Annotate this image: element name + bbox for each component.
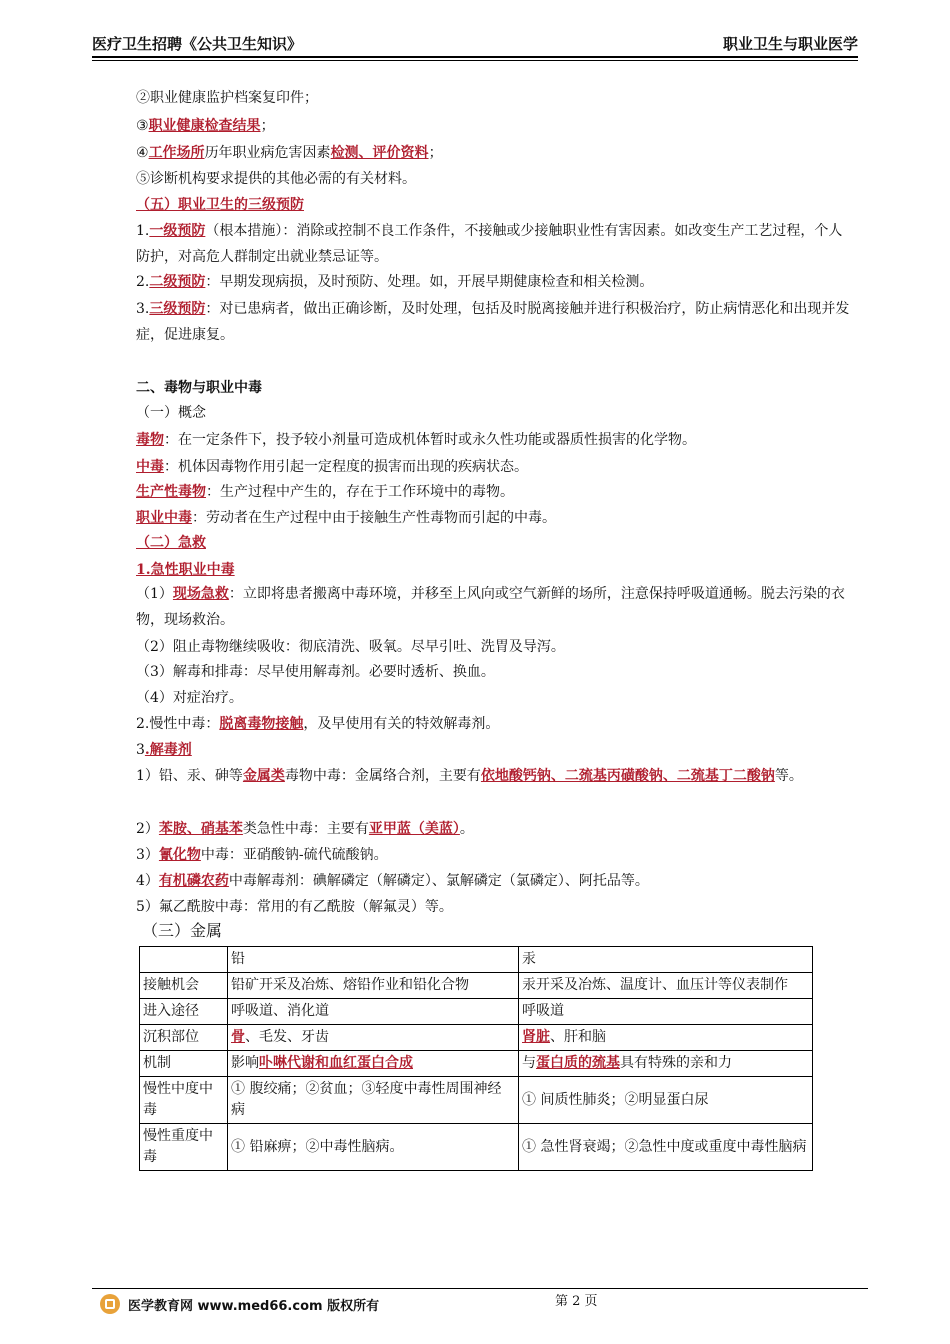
table-cell	[519, 1025, 813, 1051]
table-header-row	[140, 947, 813, 973]
paragraph	[136, 763, 850, 789]
highlight-term: 蛋白质的巯基	[536, 1055, 620, 1071]
highlight-term: （五）职业卫生的三级预防	[136, 197, 304, 213]
text-run: ：劳动者在生产过程中由于接触生产性毒物而引起的中毒。	[192, 510, 556, 526]
header-left-title: 医疗卫生招聘《公共卫生知识》	[92, 35, 303, 53]
text-run: 中毒：亚硝酸钠-硫代硫酸钠。	[200, 847, 388, 863]
definition-line	[136, 430, 696, 450]
text-line	[136, 714, 499, 734]
paragraph	[136, 296, 850, 348]
highlight-term: 职业健康检查结果	[148, 118, 261, 134]
text-run: 与	[522, 1055, 536, 1071]
text-run: ；	[260, 118, 275, 134]
header-rule-thin	[92, 60, 858, 61]
table-cell	[228, 999, 519, 1025]
text-run: ：生产过程中产生的，存在于工作环境中的毒物。	[206, 484, 514, 500]
highlight-term: （二）急救	[136, 535, 206, 551]
text-run: 2.慢性中毒：	[136, 716, 220, 732]
text-line	[136, 688, 243, 708]
text-run: ；	[428, 145, 443, 161]
highlight-term: 依地酸钙钠、二巯基丙磺酸钠、二巯基丁二酸钠	[480, 768, 775, 784]
footer-rule	[92, 1288, 868, 1289]
text-line	[136, 88, 318, 108]
bold-text: 二、毒物与职业中毒	[136, 380, 262, 396]
text-line	[136, 116, 275, 136]
text-run: 1）铅、汞、砷等	[136, 768, 243, 784]
table-cell	[519, 1051, 813, 1077]
text-run: （1）	[136, 586, 173, 602]
subsection-heading	[136, 560, 235, 580]
text-run: ：在一定条件下，投予较小剂量可造成机体暂时或永久性功能或器质性损害的化学物。	[164, 432, 696, 448]
text-run: 4）	[136, 873, 159, 889]
paragraph	[136, 581, 850, 633]
page-header	[92, 30, 858, 54]
table-cell	[519, 973, 813, 999]
text-run: ：早期发现病损，及时预防、处理。如，开展早期健康检查和相关检测。	[205, 274, 654, 290]
highlight-term: 卟啉代谢和血红蛋白合成	[259, 1055, 413, 1071]
text-run: 1.	[136, 223, 150, 239]
row-label-cell	[140, 1077, 228, 1124]
text-run: 铅矿开采及冶炼、熔铅作业和铅化合物	[231, 977, 469, 993]
text-run: ① 间质性肺炎；②明显蛋白尿	[522, 1091, 709, 1108]
table-row	[140, 1124, 813, 1171]
highlight-term: 一级预防	[149, 223, 206, 239]
text-run: 机制	[143, 1055, 171, 1071]
text-line	[136, 845, 388, 865]
text-line	[136, 662, 495, 682]
text-run: 、肝和脑	[550, 1029, 606, 1045]
text-run: 影响	[231, 1055, 259, 1071]
text-line	[136, 637, 565, 657]
header-right-title: 职业卫生与职业医学	[722, 35, 858, 53]
row-label-cell	[140, 973, 228, 999]
highlight-term: .解毒剂	[144, 742, 192, 758]
highlight-term: 氰化物	[158, 847, 201, 863]
text-run: （4）对症治疗。	[136, 690, 243, 706]
footer-brand	[100, 1294, 379, 1314]
highlight-term: 1.急性职业中毒	[136, 562, 235, 578]
table-cell	[228, 1051, 519, 1077]
highlight-term: 三级预防	[149, 301, 206, 317]
text-run: ④	[136, 145, 149, 161]
text-run: 沉积部位	[143, 1029, 199, 1045]
table-row	[140, 973, 813, 999]
table-row	[140, 999, 813, 1025]
table-header-cell	[140, 947, 228, 973]
table-cell	[519, 1077, 813, 1124]
highlight-term: 中毒	[136, 459, 164, 475]
table-cell	[519, 1124, 813, 1171]
row-label-cell	[140, 1124, 228, 1171]
text-run: 历年职业病危害因素	[204, 145, 331, 161]
text-run: 毒物中毒：金属络合剂，主要有	[284, 768, 481, 784]
text-run: 3）	[136, 847, 159, 863]
highlight-term: 骨	[231, 1029, 245, 1045]
text-line	[136, 272, 653, 292]
text-run: 等。	[774, 768, 803, 784]
text-run: 汞开采及冶炼、温度计、血压计等仪表制作	[522, 977, 788, 993]
text-run: 呼吸道、消化道	[231, 1003, 329, 1019]
table-row	[140, 1077, 813, 1124]
text-run: 3.	[136, 301, 150, 317]
text-line	[136, 897, 453, 917]
metals-table	[139, 946, 813, 1171]
row-label-cell	[140, 1051, 228, 1077]
text-run: （根本措施）：消除或控制不良工作条件，不接触或少接触职业性有害因素。如改变生产工艺过程，个人防护，对高危人群制定出就业禁忌证等。	[136, 223, 843, 265]
text-run: ① 铅麻痹；②中毒性脑病。	[231, 1138, 404, 1155]
text-run: 类急性中毒：主要有	[242, 821, 369, 837]
text-run: 接触机会	[143, 977, 199, 993]
row-label-cell	[140, 999, 228, 1025]
text-run: 3	[136, 742, 145, 758]
highlight-term: 肾脏	[522, 1029, 550, 1045]
text-run: 呼吸道	[522, 1003, 564, 1019]
header-rule	[92, 56, 858, 58]
highlight-term: 毒物	[136, 432, 164, 448]
text-run: ，及早使用有关的特效解毒剂。	[303, 716, 500, 732]
row-label-cell	[140, 1025, 228, 1051]
highlight-term: 有机磷农药	[158, 873, 229, 889]
text-run: 。	[459, 821, 474, 837]
page-number: 第 2 页	[555, 1294, 598, 1309]
text-run: 慢性中度中毒	[143, 1081, 213, 1118]
text-line	[136, 169, 416, 189]
definition-line	[136, 457, 528, 477]
definition-line	[136, 508, 556, 528]
text-line	[136, 871, 649, 891]
highlight-term: 现场急救	[172, 586, 229, 602]
text-run: 进入途径	[143, 1003, 199, 1019]
text-run: ②职业健康监护档案复印件；	[136, 90, 318, 106]
text-run: ③	[136, 118, 149, 134]
highlight-term: 工作场所	[148, 145, 205, 161]
highlight-term: 金属类	[242, 768, 285, 784]
text-run: 中毒解毒剂：碘解磷定（解磷定）、氯解磷定（氯磷定）、阿托品等。	[228, 873, 649, 889]
text-run: （三）金属	[142, 921, 223, 940]
text-run: （2）阻止毒物继续吸收：彻底清洗、吸氧。尽早引吐、洗胃及导泻。	[136, 639, 565, 655]
table-cell	[228, 973, 519, 999]
text-run: ：立即将患者搬离中毒环境，并移至上风向或空气新鲜的场所，注意保持呼吸道通畅。脱去污染的衣物，现场救治。	[136, 586, 845, 628]
section-heading	[136, 195, 304, 215]
subsection-heading	[136, 740, 192, 760]
text-run: 慢性重度中毒	[143, 1128, 213, 1165]
paragraph	[136, 218, 850, 270]
highlight-term: 职业中毒	[136, 510, 192, 526]
subsection-heading	[136, 533, 206, 553]
text-run: 2.	[136, 274, 150, 290]
table-header-cell: 铅	[228, 947, 519, 973]
text-run: 、毛发、牙齿	[245, 1029, 329, 1045]
table-row	[140, 1025, 813, 1051]
text-run: 2）	[136, 821, 159, 837]
text-run: ⑤诊断机构要求提供的其他必需的有关材料。	[136, 171, 416, 187]
text-run: ① 急性肾衰竭；②急性中度或重度中毒性脑病	[522, 1138, 807, 1155]
subsection-heading	[136, 403, 206, 423]
highlight-term: 生产性毒物	[136, 484, 206, 500]
table-cell	[228, 1124, 519, 1171]
highlight-term: 亚甲蓝（美蓝）	[368, 821, 460, 837]
text-run: ① 腹绞痛；②贫血；③轻度中毒性周围神经病	[231, 1081, 502, 1118]
table-row	[140, 1051, 813, 1077]
text-run: （一）概念	[136, 405, 206, 421]
text-run: （3）解毒和排毒：尽早使用解毒剂。必要时透析、换血。	[136, 664, 495, 680]
table-cell	[228, 1025, 519, 1051]
text-run: 5）氟乙酰胺中毒：常用的有乙酰胺（解氟灵）等。	[136, 899, 453, 915]
text-line	[136, 143, 443, 163]
highlight-term: 检测、评价资料	[330, 145, 429, 161]
highlight-term: 脱离毒物接触	[219, 716, 304, 732]
highlight-term: 二级预防	[149, 274, 206, 290]
site-logo-icon	[100, 1294, 120, 1314]
definition-line	[136, 482, 514, 502]
highlight-term: 苯胺、硝基苯	[158, 821, 243, 837]
text-run: ：对已患病者，做出正确诊断，及时处理，包括及时脱离接触并进行积极治疗，防止病情恶化和出现并发症，促进康复。	[136, 301, 850, 343]
table-cell	[228, 1077, 519, 1124]
footer-site: 医学教育网 www.med66.com 版权所有	[128, 1298, 380, 1314]
table-header-cell: 汞	[519, 947, 813, 973]
text-line	[136, 819, 474, 839]
section-heading	[136, 378, 262, 398]
text-run: ：机体因毒物作用引起一定程度的损害而出现的疾病状态。	[164, 459, 528, 475]
table-cell	[519, 999, 813, 1025]
subsection-heading	[142, 921, 222, 941]
text-run: 具有特殊的亲和力	[620, 1055, 732, 1071]
